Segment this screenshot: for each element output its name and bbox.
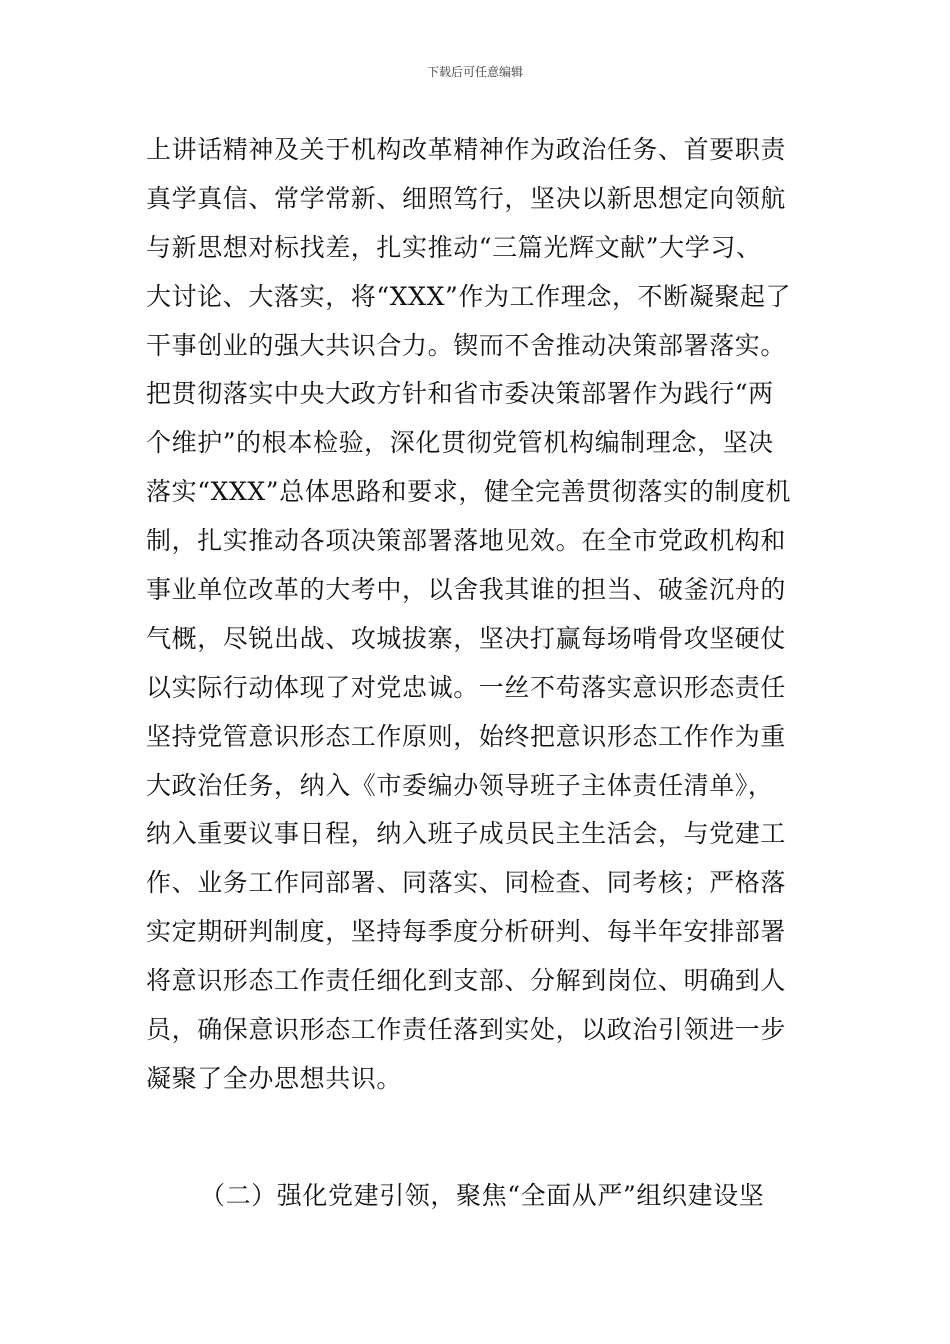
- text-line: 大讨论、大落实，将“XXX”作为工作理念，不断凝聚起了: [146, 281, 792, 311]
- text-line: 个维护”的根本检验，深化贯彻党管机构编制理念，坚决: [146, 428, 774, 458]
- text-line: 上讲话精神及关于机构改革精神作为政治任务、首要职责: [146, 135, 787, 164]
- text-line: 凝聚了全办思想共识。: [146, 1063, 403, 1093]
- section-heading: （二）强化党建引领，聚焦“全面从严”组织建设坚: [200, 1181, 765, 1210]
- text-line: 气概，尽锐出战、攻城拔寨，坚决打赢每场啃骨攻坚硬仗: [146, 623, 787, 653]
- text-line: 大政治任务，纳入《市委编办领导班子主体责任清单》，: [146, 770, 774, 800]
- text-line: 员，确保意识形态工作责任落到实处，以政治引领进一步: [146, 1015, 787, 1045]
- text-line: 与新思想对标找差，扎实推动“三篇光辉文献”大学习、: [146, 232, 762, 262]
- text-line: 把贯彻落实中央大政方针和省市委决策部署作为践行“两: [146, 379, 774, 409]
- text-line: 事业单位改革的大考中，以舍我其谁的担当、破釜沉舟的: [146, 575, 787, 605]
- text-line: 真学真信、常学常新、细照笃行，坚决以新思想定向领航: [146, 183, 787, 213]
- text-line: 作、业务工作同部署、同落实、同检查、同考核；严格落: [146, 868, 787, 898]
- text-line: 将意识形态工作责任细化到支部、分解到岗位、明确到人: [146, 966, 787, 996]
- text-line: 实定期研判制度，坚持每季度分析研判、每半年安排部署: [146, 917, 787, 947]
- body-paragraph: [146, 126, 826, 1104]
- text-line: 纳入重要议事日程，纳入班子成员民主生活会，与党建工: [146, 819, 787, 849]
- page-header: 下载后可任意编辑: [426, 65, 523, 79]
- text-line: 干事创业的强大共识合力。锲而不舍推动决策部署落实。: [146, 330, 787, 360]
- text-line: 制，扎实推动各项决策部署落地见效。在全市党政机构和: [146, 526, 787, 556]
- text-line: 坚持党管意识形态工作原则，始终把意识形态工作作为重: [146, 721, 787, 751]
- text-line: 以实际行动体现了对党忠诚。一丝不苟落实意识形态责任: [146, 672, 787, 702]
- text-line: 落实“XXX”总体思路和要求，健全完善贯彻落实的制度机: [146, 477, 792, 507]
